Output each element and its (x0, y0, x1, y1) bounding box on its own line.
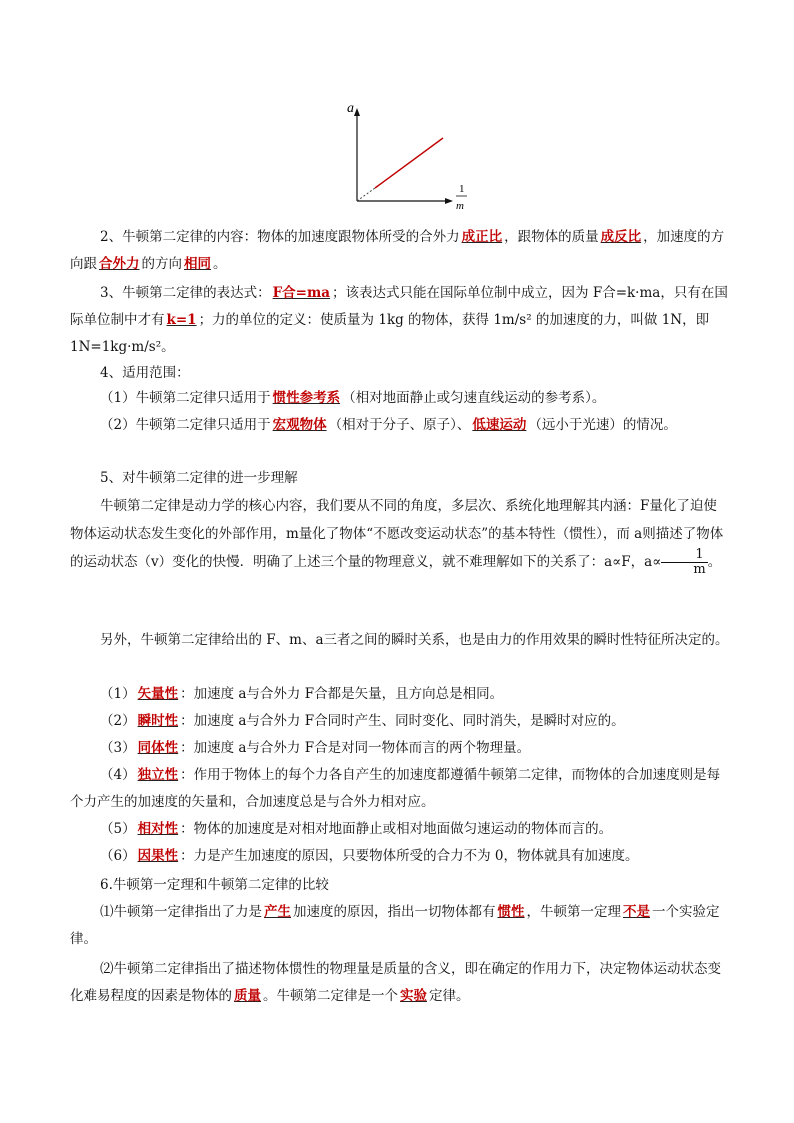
property-text: ：加速度 a与合外力 F合都是矢量，且方向总是相同。 (180, 686, 504, 702)
body-text: 牛顿第二定律是动力学的核心内容，我们要从不同的角度，多层次、系统化地理解其内涵：F量化了迫使物体运动状态发生变化的外部作用，m量化了物体“不愿改变运动状态”的基本特性（惯性），而 a则描述了物体的运动状态（v）变化的快慢．明确了上述三个量的物理意义，就不难理解如下的关系了：a∝F，a∝ (70, 498, 724, 570)
proportional-line (375, 138, 443, 188)
graph-svg (340, 98, 480, 218)
p3-text: 3、牛顿第二定律的表达式： (100, 285, 271, 301)
blank-answer: 同体性 (137, 740, 179, 756)
comparison-item-1 (70, 899, 730, 953)
p2-text: ，跟物体的质量 (504, 229, 599, 245)
blank-answer: 成反比 (600, 229, 642, 245)
fraction-denominator: m (693, 562, 706, 577)
blank-answer: 惯性参考系 (272, 390, 341, 406)
fraction-numerator: 1 (661, 548, 707, 563)
property-item (70, 708, 730, 735)
scope-text: （2）牛顿第二定律只适用于 (100, 417, 271, 433)
blank-answer: 质量 (234, 988, 261, 1004)
body-text: 。 (707, 554, 722, 570)
comparison-text: ⑵牛顿第二定律指出了描述物体惯性的物理量是质量的含义，即在确定的作用力下，决定物体运动状态变化难易程度的因素是物体的 (70, 961, 721, 1004)
blank-answer: 产生 (264, 904, 291, 920)
comparison-text: ⑴牛顿第一定律指出了力是 (100, 904, 262, 920)
blank-answer: 实验 (400, 988, 427, 1004)
property-text: ：物体的加速度是对相对地面静止或相对地面做匀速运动的物体而言的。 (180, 821, 613, 837)
further-understanding-heading: 5、对牛顿第二定律的进一步理解 (100, 470, 298, 486)
scope-heading: 4、适用范围： (100, 365, 190, 381)
p3-text: ；力的单位的定义：使质量为 1kg 的物体，获得 1m/s² 的加速度的力，叫做 1N，即 1N=1kg·m/s²。 (70, 312, 710, 355)
blank-answer: 成正比 (461, 229, 503, 245)
blank-answer: 惯性 (497, 904, 525, 920)
blank-answer: 矢量性 (137, 686, 179, 702)
x-axis-arrow (445, 198, 453, 204)
further-understanding-body (70, 492, 730, 577)
property-text: ：加速度 a与合外力 F合是对同一物体而言的两个物理量。 (180, 740, 531, 756)
blank-answer: k=1 (166, 312, 197, 328)
p2-text: 的方向 (141, 256, 182, 272)
p2-text: 2、牛顿第二定律的内容：物体的加速度跟物体所受的合外力 (100, 229, 460, 245)
x-axis-label-denominator: m (456, 200, 464, 212)
blank-answer: 宏观物体 (272, 417, 327, 433)
comparison-text: 定律。 (429, 988, 470, 1004)
blank-answer: 低速运动 (472, 417, 527, 433)
comparison-text: 一个实验定律。 (70, 904, 720, 947)
property-item (70, 762, 730, 816)
y-axis-arrow (354, 108, 360, 116)
scope-text: （相对于分子、原子）、 (328, 417, 471, 433)
comparison-text: ，牛顿第一定理 (526, 904, 621, 920)
blank-answer: 相对性 (137, 821, 179, 837)
blank-answer: 瞬时性 (137, 713, 179, 729)
comparison-item-2 (70, 956, 730, 1010)
extrapolated-segment (357, 188, 375, 201)
comparison-text: 加速度的原因，指出一切物体都有 (293, 904, 496, 920)
scope-text: （1）牛顿第二定律只适用于 (100, 390, 271, 406)
property-number: （1） (100, 686, 136, 702)
comparison-text: 。牛顿第二定律是一个 (263, 988, 398, 1004)
blank-answer: 相同 (184, 256, 211, 272)
property-number: （5） (100, 821, 136, 837)
fraction-one-over-m (661, 548, 707, 577)
blank-answer: 合外力 (99, 256, 140, 272)
property-item (70, 843, 730, 870)
x-axis-label-numerator: 1 (459, 183, 465, 195)
scope-text: （相对地面静止或匀速直线运动的参考系）。 (342, 390, 606, 406)
instantaneous-relation-text: 另外，牛顿第二定律给出的 F、m、a三者之间的瞬时关系，也是由力的作用效果的瞬时性特征所决定的。 (100, 632, 729, 648)
property-number: （3） (100, 740, 136, 756)
p2-text: 。 (213, 256, 227, 272)
scope-item-1 (70, 385, 730, 412)
comparison-heading: 6.牛顿第一定理和牛顿第二定律的比较 (100, 877, 329, 893)
property-item (70, 816, 730, 843)
newton-second-law-expression (70, 280, 730, 361)
property-item (70, 681, 730, 708)
newton-second-law-content (70, 224, 730, 278)
blank-answer: 独立性 (137, 767, 179, 783)
property-text: ：力是产生加速度的原因，只要物体所受的合力不为 0，物体就具有加速度。 (180, 848, 639, 864)
p3-text: ；该表达式只能在国际单位制中成立，因为 F合=k·ma，只有在国际单位制中才有 (70, 285, 728, 328)
property-text: ：加速度 a与合外力 F合同时产生、同时变化、同时消失，是瞬时对应的。 (180, 713, 625, 729)
property-item (70, 735, 730, 762)
blank-answer: F合=ma (272, 285, 331, 301)
p2-text: ，加速度的方向跟 (70, 229, 725, 272)
property-number: （6） (100, 848, 136, 864)
property-number: （4） (100, 767, 136, 783)
property-text: ：作用于物体上的每个力各自产生的加速度都遵循牛顿第二定律，而物体的合加速度则是每个力产生的加速度的矢量和，合加速度总是与合外力相对应。 (70, 767, 721, 810)
scope-item-2 (70, 412, 730, 439)
blank-answer: 因果性 (137, 848, 179, 864)
scope-text: （远小于光速）的情况。 (528, 417, 677, 433)
y-axis-label: a (347, 101, 354, 116)
a-vs-inverse-mass-graph (340, 98, 480, 218)
property-number: （2） (100, 713, 136, 729)
blank-answer: 不是 (623, 904, 650, 920)
